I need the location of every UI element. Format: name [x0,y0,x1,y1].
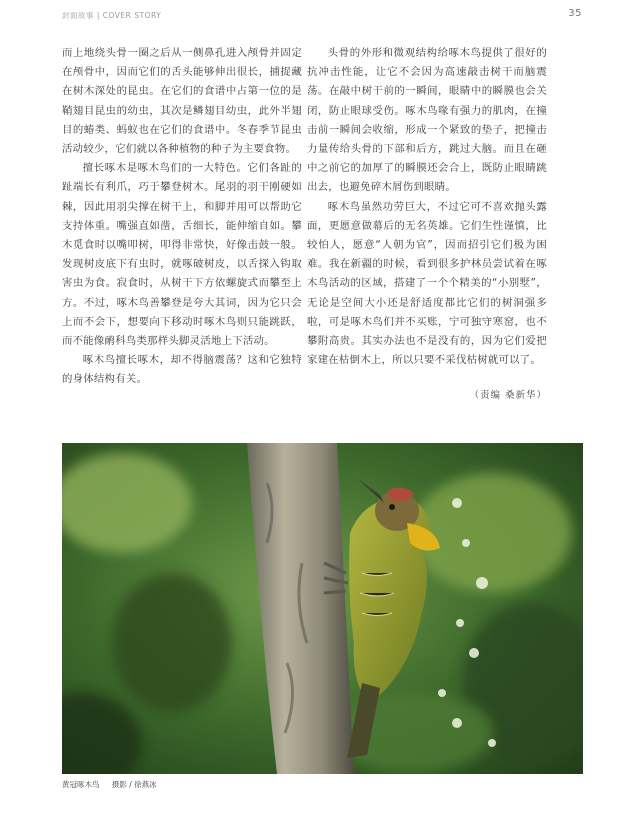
woodpecker-photo [62,443,583,774]
left-column [62,44,302,390]
section-label: 封面故事 | COVER STORY [62,11,162,20]
page-number: 35 [568,8,582,19]
paragraph: 擅长啄木是啄木鸟们的一大特色。它们各趾的趾端长有利爪，巧于攀登树木。尾羽的羽干刚硬如棘，因此用羽尖撑在树干上，和脚并用可以帮助它支持体重。嘴强直如凿，舌细长，能伸缩自如。攀木觅食时以嘴叩树，叩得非常快，好像击鼓一般。发现树皮底下有虫时，就啄破树皮，以舌探入钩取害虫为食。寂食时，从树干下方依螺旋式而攀至上方。不过，啄木鸟善攀登是夸大其词，因为它只会上而不会下，想要向下移动时啄木鸟则只能跳跃，而不能像鸸科鸟类那样头脚灵活地上下活动。 [62,162,302,348]
caption-subject: 黄冠啄木鸟 [62,780,100,789]
paragraph: 啄木鸟虽然功劳巨大，不过它可不喜欢抛头露面，更愿意做幕后的无名英雄。它们生性谨慎，比较怕人，愿意“人朝为官”，因而招引它们极为困难。我在新疆的时候，看到很多护林员尝试着在啄木鸟活动的区域，搭建了一个个精美的“小别墅”，无论是空间大小还是舒适度都比它们的树洞强多啦，可是啄木鸟们并不买账，宁可独守寒窑，也不攀附高贵。其实办法也不是没有的，因为它们爱把家建在枯倒木上，所以只要不采伐枯树就可以了。 [307,200,547,367]
caption-credit: 摄影 / 徐燕冰 [111,780,157,789]
photo-caption [62,779,167,790]
paragraph: 头骨的外形和微观结构给啄木鸟提供了很好的抗冲击性能，让它不会因为高速敲击树干而脑震荡。在敲中树干前的一瞬间，眼睛中的瞬膜也会关闭，防止眼球受伤。啄木鸟喙有强力的肌肉，在撞击前一瞬间会收缩，形成一个紧致的垫子，把撞击力量传给头骨的下部和后方，跳过大脑。而且在砸中之前它的加厚了的瞬膜还会合上，既防止眼睛跳出去，也避免碎木屑伤到眼睛。 [307,47,547,194]
right-column [307,44,547,406]
paragraph: 啄木鸟擅长啄木，却不得脑震荡？这和它独特的身体结构有关。 [62,354,302,386]
editor-credit: （责编 桑新华） [469,390,547,402]
page-header [62,8,582,24]
paragraph: 而上地绕头骨一圈之后从一侧鼻孔进入颅骨并固定在颅骨中，因而它们的舌头能够伸出很长，捕捉藏在树木深处的昆虫。在它们的食谱中占第一位的是鞘翅目昆虫的幼虫，其次是鳞翅目幼虫，此外半翅目的蝽类、蚂蚁也在它们的食谱中。冬春季节昆虫活动较少，它们就以各种植物的种子为主要食物。 [62,47,302,156]
